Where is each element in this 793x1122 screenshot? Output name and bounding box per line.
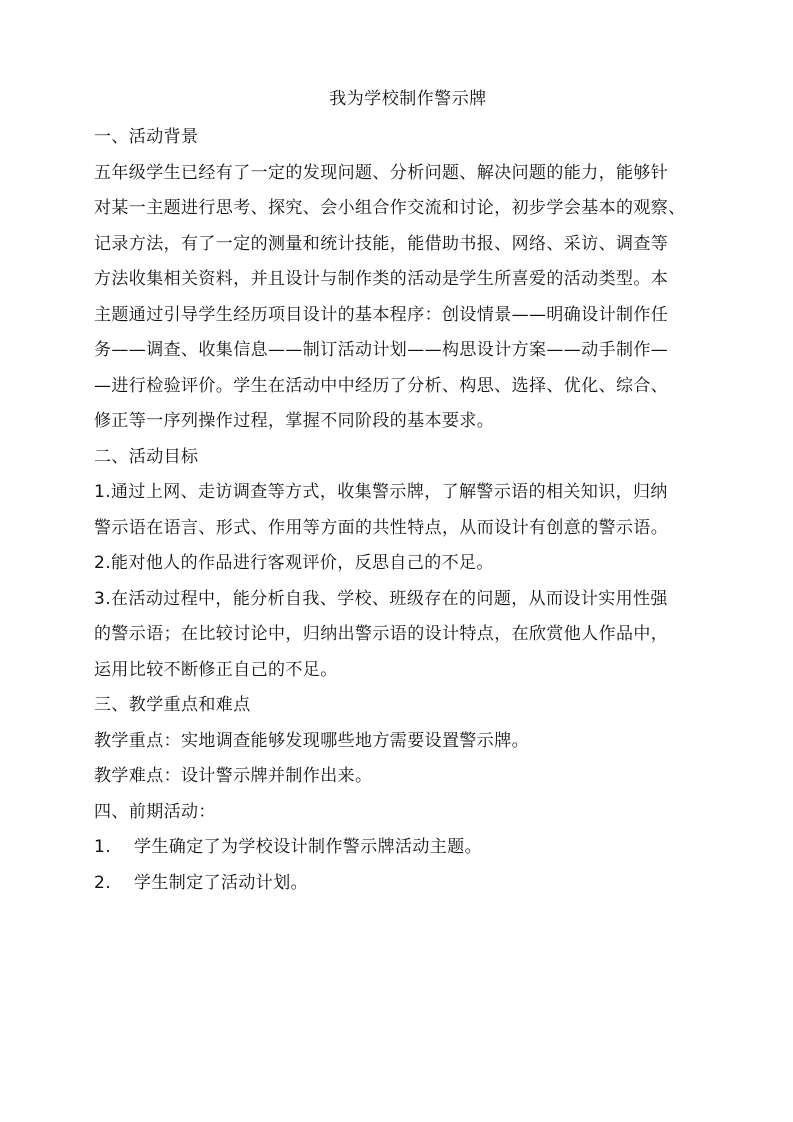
- goals-line-3: 2.能对他人的作品进行客观评价，反思自己的不足。: [94, 553, 494, 573]
- section-heading-background: 一、活动背景: [94, 127, 199, 147]
- goals-line-4: 3.在活动过程中，能分析自我、学校、班级存在的问题，从而设计实用性强: [94, 588, 668, 609]
- section-heading-key-points: 三、教学重点和难点: [94, 695, 251, 715]
- list-item: [94, 830, 722, 866]
- document-content: [94, 82, 722, 901]
- background-line-3: 记录方法，有了一定的测量和统计技能，能借助书报、网络、采访、调查等: [94, 233, 669, 254]
- goals-line-1: 1.通过上网、走访调查等方式，收集警示牌，了解警示语的相关知识，归纳: [94, 482, 668, 502]
- list-item: [94, 866, 722, 902]
- goals-line-2: 警示语在语言、形式、作用等方面的共性特点，从而设计有创意的警示语。: [94, 517, 669, 538]
- background-line-1: 五年级学生已经有了一定的发现问题、分析问题、解决问题的能力，能够针: [94, 162, 669, 183]
- background-line-7: —进行检验评价。学生在活动中中经历了分析、构思、选择、优化、综合、: [94, 375, 669, 396]
- list-item-text: 学生制定了活动计划。: [134, 872, 308, 893]
- list-item-number: 1.: [94, 837, 112, 857]
- list-item-number: 2.: [94, 872, 112, 893]
- key-point-line: 教学重点：实地调查能够发现哪些地方需要设置警示牌。: [94, 730, 529, 751]
- document-title: 我为学校制作警示牌: [329, 89, 487, 109]
- goals-line-5: 的警示语；在比较讨论中，归纳出警示语的设计特点，在欣赏他人作品中，: [94, 624, 669, 644]
- difficult-point-line: 教学难点：设计警示牌并制作出来。: [94, 766, 373, 786]
- section-heading-pre-activities: 四、前期活动：: [94, 801, 216, 822]
- background-line-2: 对某一主题进行思考、探究、会小组合作交流和讨论，初步学会基本的观察、: [94, 198, 686, 218]
- goals-line-6: 运用比较不断修正自己的不足。: [94, 659, 338, 680]
- background-line-8: 修正等一序列操作过程，掌握不同阶段的基本要求。: [94, 411, 495, 431]
- background-line-6: 务——调查、收集信息——制订活动计划——构思设计方案——动手制作—: [94, 340, 669, 360]
- background-line-5: 主题通过引导学生经历项目设计的基本程序：创设情景——明确设计制作任: [94, 304, 669, 325]
- list-item-text: 学生确定了为学校设计制作警示牌活动主题。: [134, 837, 482, 857]
- background-line-4: 方法收集相关资料，并且设计与制作类的活动是学生所喜爱的活动类型。本: [94, 269, 669, 289]
- section-heading-goals: 二、活动目标: [94, 446, 199, 467]
